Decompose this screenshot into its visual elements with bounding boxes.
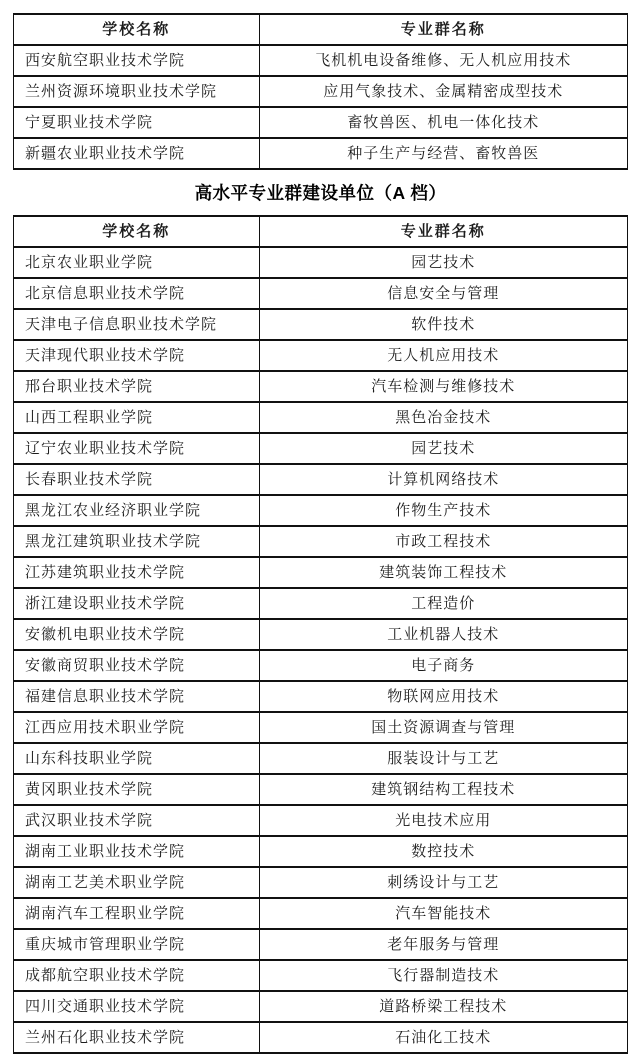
group-name-cell: 建筑装饰工程技术 <box>259 557 627 588</box>
school-name-cell: 黑龙江农业经济职业学院 <box>14 495 260 526</box>
table-row <box>14 867 628 898</box>
upper-table-header <box>14 14 628 45</box>
group-name-cell: 汽车智能技术 <box>259 898 627 929</box>
upper-table <box>13 13 628 170</box>
group-name-cell: 园艺技术 <box>259 247 627 278</box>
school-name-cell: 浙江建设职业技术学院 <box>14 588 260 619</box>
group-name-cell: 刺绣设计与工艺 <box>259 867 627 898</box>
table-row <box>14 433 628 464</box>
group-name-cell: 黑色冶金技术 <box>259 402 627 433</box>
group-name-cell: 汽车检测与维修技术 <box>259 371 627 402</box>
table-row <box>14 464 628 495</box>
school-name-cell: 黑龙江建筑职业技术学院 <box>14 526 260 557</box>
table-row <box>14 805 628 836</box>
school-name-cell: 山西工程职业学院 <box>14 402 260 433</box>
table-row <box>14 836 628 867</box>
group-name-cell: 电子商务 <box>259 650 627 681</box>
school-name-cell: 宁夏职业技术学院 <box>14 107 260 138</box>
school-name-cell: 福建信息职业技术学院 <box>14 681 260 712</box>
group-name-cell: 畜牧兽医、机电一体化技术 <box>259 107 627 138</box>
tier-a-table <box>13 215 628 1054</box>
table-row <box>14 138 628 169</box>
group-name-cell: 无人机应用技术 <box>259 340 627 371</box>
school-name-cell: 邢台职业技术学院 <box>14 371 260 402</box>
table-row <box>14 45 628 76</box>
table-row <box>14 309 628 340</box>
school-name-cell: 长春职业技术学院 <box>14 464 260 495</box>
school-name-cell: 江苏建筑职业技术学院 <box>14 557 260 588</box>
group-name-column-header: 专业群名称 <box>259 216 627 247</box>
group-name-cell: 软件技术 <box>259 309 627 340</box>
group-name-cell: 光电技术应用 <box>259 805 627 836</box>
school-name-cell: 北京信息职业技术学院 <box>14 278 260 309</box>
school-name-cell: 山东科技职业学院 <box>14 743 260 774</box>
school-name-cell: 兰州资源环境职业技术学院 <box>14 76 260 107</box>
table-row <box>14 278 628 309</box>
group-name-cell: 作物生产技术 <box>259 495 627 526</box>
group-name-cell: 信息安全与管理 <box>259 278 627 309</box>
school-name-cell: 新疆农业职业技术学院 <box>14 138 260 169</box>
table-row <box>14 247 628 278</box>
school-name-cell: 黄冈职业技术学院 <box>14 774 260 805</box>
school-name-cell: 江西应用技术职业学院 <box>14 712 260 743</box>
school-name-column-header: 学校名称 <box>14 216 260 247</box>
group-name-cell: 老年服务与管理 <box>259 929 627 960</box>
group-name-cell: 服装设计与工艺 <box>259 743 627 774</box>
school-name-cell: 安徽商贸职业技术学院 <box>14 650 260 681</box>
table-row <box>14 929 628 960</box>
school-name-cell: 安徽机电职业技术学院 <box>14 619 260 650</box>
table-row <box>14 774 628 805</box>
table-row <box>14 76 628 107</box>
section-title: 高水平专业群建设单位（A 档） <box>194 183 447 203</box>
header-row <box>14 14 628 45</box>
table-row <box>14 495 628 526</box>
table-row <box>14 898 628 929</box>
group-name-column-header: 专业群名称 <box>259 14 627 45</box>
group-name-cell: 数控技术 <box>259 836 627 867</box>
upper-table-body <box>14 45 628 169</box>
table-row <box>14 712 628 743</box>
school-name-cell: 成都航空职业技术学院 <box>14 960 260 991</box>
school-name-cell: 湖南工艺美术职业学院 <box>14 867 260 898</box>
group-name-cell: 种子生产与经营、畜牧兽医 <box>259 138 627 169</box>
group-name-cell: 国土资源调查与管理 <box>259 712 627 743</box>
school-name-cell: 西安航空职业技术学院 <box>14 45 260 76</box>
table-row <box>14 557 628 588</box>
school-name-cell: 天津现代职业技术学院 <box>14 340 260 371</box>
group-name-cell: 建筑钢结构工程技术 <box>259 774 627 805</box>
table-row <box>14 588 628 619</box>
group-name-cell: 工程造价 <box>259 588 627 619</box>
tier-a-table-body <box>14 247 628 1053</box>
school-name-cell: 湖南汽车工程职业学院 <box>14 898 260 929</box>
school-name-cell: 湖南工业职业技术学院 <box>14 836 260 867</box>
group-name-cell: 物联网应用技术 <box>259 681 627 712</box>
table-row <box>14 402 628 433</box>
table-row <box>14 619 628 650</box>
school-name-cell: 北京农业职业学院 <box>14 247 260 278</box>
school-name-cell: 天津电子信息职业技术学院 <box>14 309 260 340</box>
group-name-cell: 飞行器制造技术 <box>259 960 627 991</box>
school-name-cell: 兰州石化职业技术学院 <box>14 1022 260 1053</box>
group-name-cell: 工业机器人技术 <box>259 619 627 650</box>
school-name-cell: 四川交通职业技术学院 <box>14 991 260 1022</box>
school-name-cell: 重庆城市管理职业学院 <box>14 929 260 960</box>
school-name-column-header: 学校名称 <box>14 14 260 45</box>
table-row <box>14 743 628 774</box>
group-name-cell: 飞机机电设备维修、无人机应用技术 <box>259 45 627 76</box>
table-row <box>14 650 628 681</box>
group-name-cell: 计算机网络技术 <box>259 464 627 495</box>
table-row <box>14 681 628 712</box>
school-name-cell: 武汉职业技术学院 <box>14 805 260 836</box>
group-name-cell: 道路桥梁工程技术 <box>259 991 627 1022</box>
header-row <box>14 216 628 247</box>
tier-a-table-header <box>14 216 628 247</box>
group-name-cell: 应用气象技术、金属精密成型技术 <box>259 76 627 107</box>
school-name-cell: 辽宁农业职业技术学院 <box>14 433 260 464</box>
table-row <box>14 960 628 991</box>
table-row <box>14 991 628 1022</box>
table-row <box>14 107 628 138</box>
table-row <box>14 1022 628 1053</box>
table-row <box>14 371 628 402</box>
table-row <box>14 526 628 557</box>
table-row <box>14 340 628 371</box>
group-name-cell: 园艺技术 <box>259 433 627 464</box>
group-name-cell: 市政工程技术 <box>259 526 627 557</box>
group-name-cell: 石油化工技术 <box>259 1022 627 1053</box>
